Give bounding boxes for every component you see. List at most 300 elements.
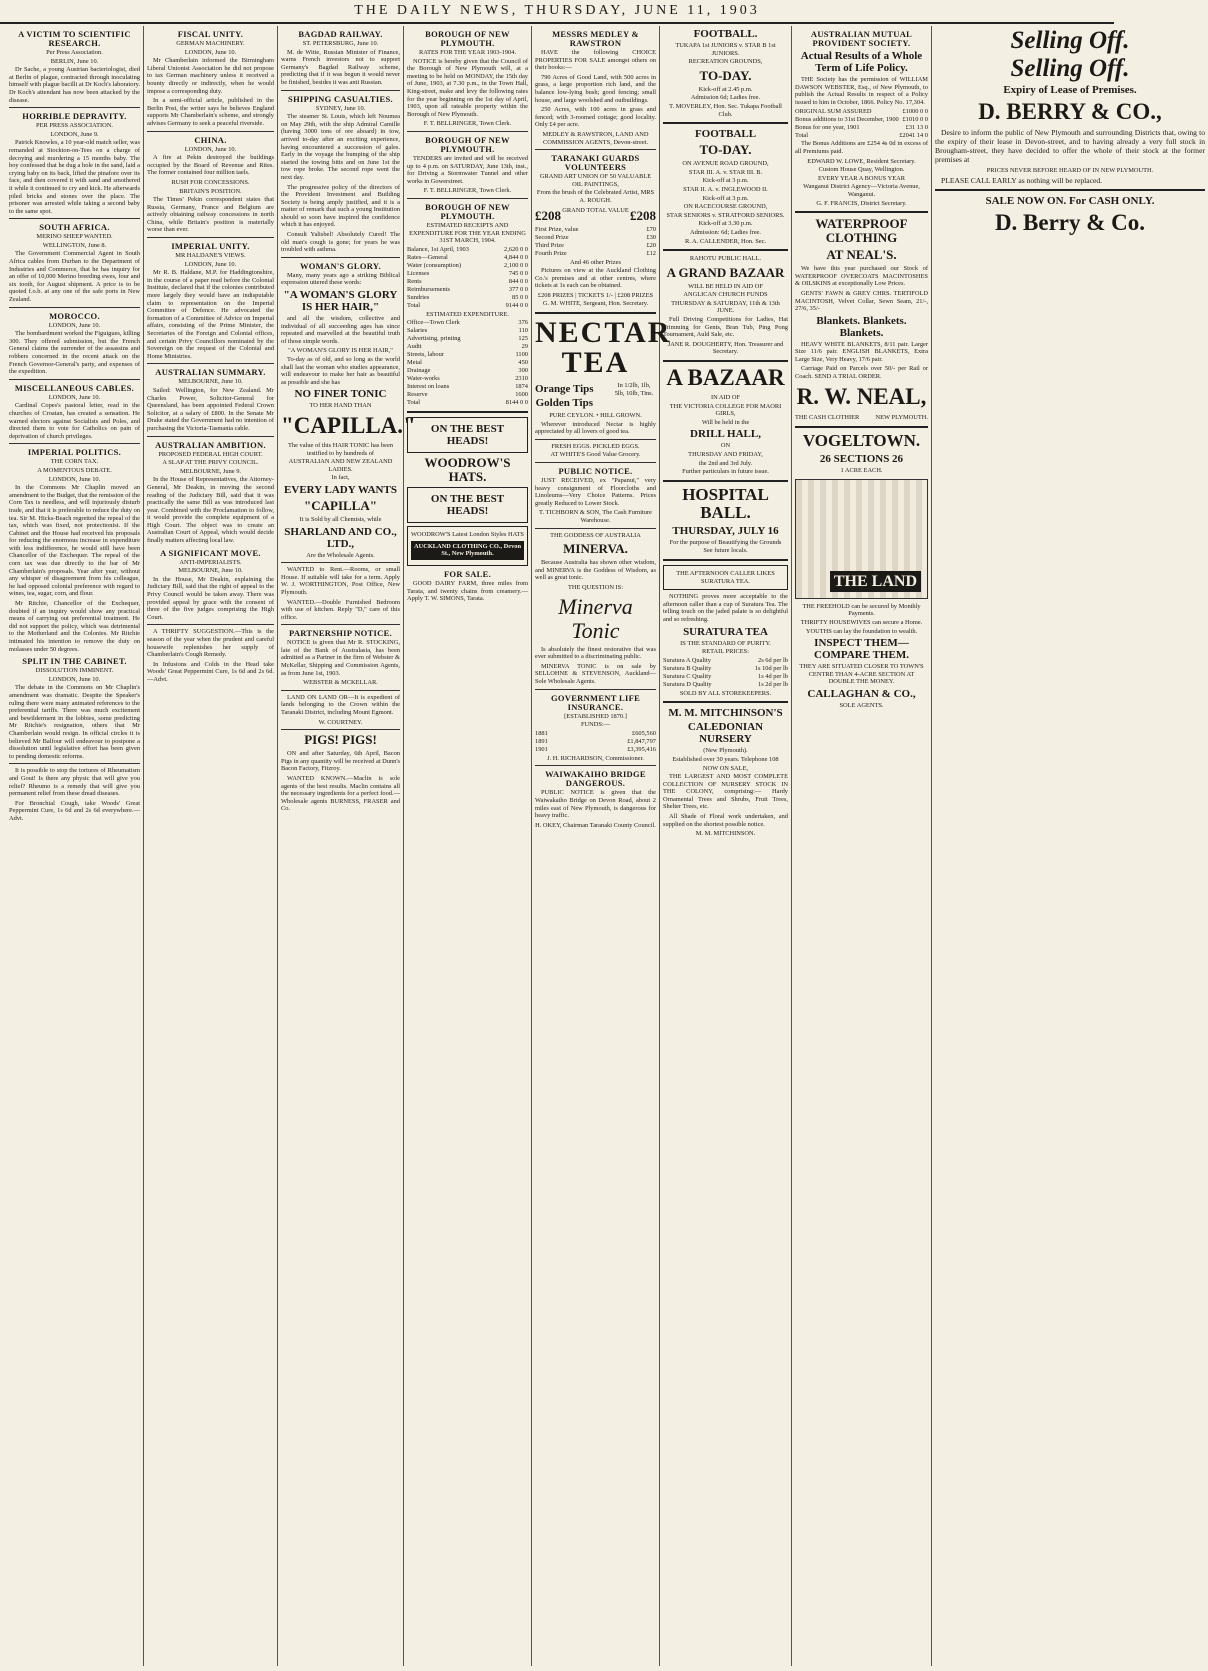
ad-text: THE VICTORIA COLLEGE FOR MAORI GIRLS, xyxy=(669,402,782,418)
headline: MOROCCO. xyxy=(49,310,100,321)
divider xyxy=(9,107,140,108)
article-text: The steamer St. Louis, which left Noumea on May 29th, with the ship Admiral Camille (having 3000 tons of ore aboard) in tow, arrived to-day after an exciting experience, having encountered a succession of gales. Early in the voyage the bumping of the ship started the towing bitts and on June 1st the tow rope broke. The second rope went the next day. xyxy=(281,113,400,181)
row-value: 1600 xyxy=(515,391,528,399)
divider xyxy=(935,189,1205,191)
article-text: In the House of Representatives, the Attorney-General, Mr Deakin, in moving the second reading of the Judiciary Bill, said that it was practically the same Bill as was introduced last year. Combined with the Proclamation to follow, it would provide the complete equipment of a High Court. The object was to create an Australian Court of Appeal, which would decide finally matters affecting local law. xyxy=(147,476,274,545)
article-text: Mr Chamberlain informed the Birmingham Liberal Unionist Association he did not propose to tax German machinery unless it received a bounty directly or indirectly, when he would impose a corresponding duty. xyxy=(147,57,274,95)
row-value: 844 0 0 xyxy=(508,277,528,285)
article-text: Sailed: Wellington, for New Zealand. Mr Charles Power, Solicitor-General for Queensland, has been appointed Federal Crown Solicitor, at a salary of £800. In the Senate Mr Drake stated the Government had no intention of purchasing the Victoria-Tasmania cable. xyxy=(147,386,274,432)
row-value: £20 xyxy=(646,241,656,249)
ad-heading: FOOTBALL xyxy=(694,128,757,141)
prize-table xyxy=(535,226,656,258)
signature: T. MOVERLEY, Hon. Sec. Tukapa Football Club. xyxy=(669,102,782,118)
row-value: £30 xyxy=(646,233,656,241)
funds-table xyxy=(535,730,656,754)
row-value: 376 xyxy=(518,319,528,327)
ad-text: Admission: 6d; Ladies free. xyxy=(690,228,761,236)
ad-text: IN AID OF xyxy=(710,394,741,402)
headline: AUSTRALIAN SUMMARY. xyxy=(155,367,266,378)
ad-text: Pictures on view at the Auckland Clothing Co.'s premises and at other centres, where tickets at 1s each can be obtained. xyxy=(535,267,656,290)
divider xyxy=(9,763,140,764)
divider xyxy=(795,426,928,428)
signature: T. TICHBORN & SON, The Cash Furniture Warehouse. xyxy=(539,509,652,524)
article-text: Patrick Knowles, a 10 year-old match seller, was remanded at Stockton-on-Tees on a charge of decoying and murdering a 15 months baby. The boy confessed that he dug a hole in the sand, laid a crying baby on its back, lifted the pinafore over its face, and then covered it with sand and smothered it while it continued to cry and kick. He afterwards piled bricks and stones over the place. The prisoner was arrested while taking a second baby to the same spot. xyxy=(9,139,140,215)
subheading: GERMAN MACHINERY. xyxy=(176,40,245,47)
ad-text: 1 ACRE EACH. xyxy=(840,467,883,475)
table-row xyxy=(407,351,528,359)
ad-box xyxy=(407,417,528,453)
ad-brand: MINERVA. xyxy=(563,541,628,557)
headline: IMPERIAL POLITICS. xyxy=(27,447,122,458)
divider xyxy=(281,729,400,730)
map-label: THE LAND xyxy=(830,571,921,592)
row-label: Office—Town Clerk xyxy=(407,319,460,327)
row-label: 1891 xyxy=(535,737,548,745)
dateline: LONDON, June 10. xyxy=(48,675,101,683)
row-value: £1000 0 0 xyxy=(902,108,928,116)
headline: A VICTIM TO SCIENTIFIC RESEARCH. xyxy=(18,29,131,48)
divider xyxy=(147,237,274,238)
ad-heading: INSPECT THEM—COMPARE THEM. xyxy=(814,637,909,662)
advertisement-text: In Infusions and Colds in the Head take Woods' Great Peppermint Cure, 1s 6d and 2s 6d.—Advt. xyxy=(147,660,274,683)
ad-text: Desire to inform the public of New Plymouth and surrounding Districts that, owing to the expiry of their lease in Devon-street, and to having already a very full stock in Brougham-street, they have decided to offer the whole of their stock at the former premises at xyxy=(935,128,1205,164)
ad-brand: D. BERRY & CO., xyxy=(978,99,1162,124)
article-text: and all the wisdom, collective and individual of all succeeding ages has since repeated and marvelled at the beautiful truth of those simple words. xyxy=(281,315,400,345)
ad-text: FUNDS:— xyxy=(580,721,611,729)
article-text: A fire at Pekin destroyed the buildings occupied by the Board of Revenue and Rites. The former contained four million taels. xyxy=(147,154,274,177)
ad-text: SOLE AGENTS. xyxy=(839,702,884,709)
row-label: Rents xyxy=(407,277,422,285)
quote: "A WOMAN'S GLORY IS HER HAIR," xyxy=(283,289,398,314)
headline: MESSRS MEDLEY & RAWSTRON xyxy=(552,29,639,48)
article-text: In the Commons Mr Chaplin moved an amendment to the Budget, that the remission of the Corn Tax is needless, and will injuriously disturb trade, and that it is preferable to reduce the duty on tea. Sir M. Hicks-Beach regretted the repeal of the tax, which was fixed, not protectionist. If the Cabinet and the House had received his proposals for reducing the enormous increase in expenditure with less indifference, he would still have been Chancellor of the Exchequer. The repeal of the corn tax was due directly to the bar of Mr Chamberlain's proposals. Year after year, without any whisper of disagreement from his colleague, he had opposed colonial preference with regard to wines, tea, sugar, corn, and flour. xyxy=(9,484,140,598)
table-row xyxy=(407,246,528,254)
ad-heading: Selling Off. xyxy=(1010,27,1130,54)
ad-text: Admission 6d; Ladies free. xyxy=(690,94,761,102)
divider xyxy=(407,198,528,199)
row-value: 1s 10d per lb xyxy=(754,664,788,672)
ad-text: NEW PLYMOUTH. xyxy=(875,413,928,421)
row-label: Reserve xyxy=(407,391,428,399)
article-text: The progressive policy of the directors of the Provident Investment and Building Society is being amply justified, and it is a matter of remark that such a young Institution should so soon have inspired the confidence which it has enjoyed. xyxy=(281,183,400,229)
table-row xyxy=(407,278,528,286)
land-map xyxy=(795,479,928,599)
article-text: Dr Sache, a young Austrian bacteriologist, died at Berlin of plague, contracted through inoculating himself with plague bacilli at Dr Koch's laboratory. Dr Koch's attendant has now been attacked by the disease. xyxy=(9,66,140,104)
signature: W. COURTNEY. xyxy=(318,718,363,726)
ad-text: Wherever introduced Nectar is highly appreciated by all lovers of good tea. xyxy=(535,420,656,436)
ad-text: The value of this HAIR TONIC has been testified to by hundreds of xyxy=(287,441,393,457)
nectar-logo: NECTAR TEA xyxy=(535,316,672,380)
ad-subheading: SALE NOW ON. For CASH ONLY. xyxy=(985,195,1155,207)
signature: MEDLEY & RAWSTRON, LAND AND COMMISSION AGENTS, Devon-street. xyxy=(542,130,649,146)
ad-heading: ON THE BEST HEADS! xyxy=(430,423,505,448)
ad-text: STAR II. A. v. INGLEWOOD II. xyxy=(683,185,768,193)
ad-heading: FRESH EGGS. PICKLED EGGS. xyxy=(551,442,640,450)
ad-text: SOLD BY ALL STOREKEEPERS. xyxy=(679,689,772,697)
ad-text: Because Australia has shown other wisdom, and MINERVA is the Goddess of Wisdom, as well as great tonic. xyxy=(535,559,656,582)
ad-text: GENTS' FAWN & GREY CHRS. TERTIFOLD MACINTOSH, Velvet Collar, Sewn Seam, 21/-, 27/6, 35/- xyxy=(795,289,928,313)
ad-heading: TO-DAY. xyxy=(699,67,752,83)
table-row xyxy=(663,681,788,689)
tips-names xyxy=(535,381,594,411)
source: PER PRESS ASSOCIATION. xyxy=(36,122,113,130)
row-label: Total xyxy=(795,132,809,140)
dateline: LONDON, June 10. xyxy=(184,48,237,56)
divider xyxy=(407,411,528,413)
row-label: Suratura B Quality xyxy=(663,664,712,672)
table-row xyxy=(407,270,528,278)
ad-text: THE CASH CLOTHIER xyxy=(795,413,860,421)
row-value: 745 0 0 xyxy=(508,269,528,277)
divider xyxy=(663,559,788,561)
ad-text: ANGLICAN CHURCH FUNDS xyxy=(683,291,768,299)
subheading: THE CORN TAX. xyxy=(50,458,99,466)
headline: BAGDAD RAILWAY. xyxy=(298,29,383,39)
table-row xyxy=(407,262,528,270)
classified: WANTED to Rent.—Rooms, or small House. If suitable will take for a term. Apply W. J. WORTHINGTON, Post Office, New Plymouth. xyxy=(281,566,400,596)
ad-text: HEAVY WHITE BLANKETS, 8/11 pair. Larger Size 11/6 pair. ENGLISH BLANKETS, Extra Large Size, Very Heavy, 17/6 pair. xyxy=(795,340,928,363)
headline: BOROUGH OF NEW PLYMOUTH. xyxy=(425,29,510,48)
row-label: Licenses xyxy=(407,269,430,277)
table-row xyxy=(407,391,528,399)
ad-text: Is absolutely the finest restorative that was ever submitted to a discriminating public. xyxy=(535,645,656,661)
ad-text: Carriage Paid on Parcels over 50/- per Rail or Coach. SEND A TRIAL ORDER. xyxy=(795,365,928,381)
signature: F. T. BELLRINGER, Town Clerk. xyxy=(423,187,512,195)
ad-text: MINERVA TONIC is on sale by SELLOHNE & STEVENSON, Auckland—Sole Wholesale Agents. xyxy=(535,662,656,685)
table-row xyxy=(535,250,656,258)
article-text: Mr Ritchie, Chancellor of the Exchequer, doubted if an inquiry would show any practical means of carrying out preferential treatment. He did not support the policy, which was detrimental to the Motherland and the Colonies. Mr Ritchie intimated his intention to remove the duty on molasses under 50 degrees. xyxy=(9,600,140,653)
ad-heading: 26 SECTIONS 26 xyxy=(819,453,904,466)
table-row xyxy=(407,319,528,327)
ad-subheading: Actual Results of a Whole Term of Life Policy. xyxy=(800,50,923,74)
row-label: 1901 xyxy=(535,745,548,753)
ad-agent: SHARLAND AND CO., LTD., xyxy=(284,525,397,550)
headline: AUSTRALIAN AMBITION. xyxy=(155,439,266,450)
headline: MISCELLANEOUS CABLES. xyxy=(14,382,135,393)
ad-heading: FOOTBALL. xyxy=(693,28,758,40)
divider xyxy=(9,443,140,444)
row-label: Suratura C Quality xyxy=(663,672,712,680)
subheading: DISSOLUTION IMMINENT. xyxy=(35,667,114,675)
ad-text: Kick-off at 3.30 p.m. xyxy=(698,220,753,228)
ad-agent: CALLAGHAN & CO., xyxy=(807,688,916,700)
table-row xyxy=(795,132,928,140)
divider xyxy=(795,211,928,213)
row-label: 1881 xyxy=(535,729,548,737)
dateline: SYDNEY, June 10. xyxy=(315,104,366,112)
column-2 xyxy=(144,26,278,1666)
article-text: Mr R. B. Haldane, M.P. for Haddingtonshire, in the course of a paper read before the Colonial Institute, declared that if the colonies contributed more largely they would have an indisputable claim to representation on the Imperial Committee of Defence. He advocated the formation of a Committee of Advice on Imperial affairs, consisting of the Prime Minister, the Secretaries of the Foreign and Colonial offices, and certain Privy Councillors nominated by the Sovereign on the request of the Colonial and Home Ministries. xyxy=(147,269,274,360)
prize-label: GRAND TOTAL VALUE xyxy=(562,206,629,214)
row-value: £70 xyxy=(646,225,656,233)
row-value: 1874 xyxy=(515,383,528,391)
table-row xyxy=(663,673,788,681)
ad-text: ON xyxy=(720,442,731,450)
ad-heading: NO FINER TONIC xyxy=(294,388,387,401)
column-4 xyxy=(404,26,532,1666)
dateline: MELBOURNE, June 9. xyxy=(179,467,242,475)
row-label: ORIGINAL SUM ASSURED xyxy=(795,108,872,116)
subheading: A MOMENTOUS DEBATE. xyxy=(37,466,112,474)
divider xyxy=(281,562,400,563)
ad-heading: CALEDONIAN NURSERY xyxy=(687,721,764,746)
ad-text: From the brush of the Celebrated Artist, MRS A. ROUGH. xyxy=(536,189,655,204)
column-8 xyxy=(932,26,1208,1666)
article-text: M. de Witte, Russian Minister of Finance, warns French investors not to support Germany's Bagdad Railway scheme, predicting that if it was begun it would never be finished, besides it was anti Russian. xyxy=(281,48,400,86)
table-row xyxy=(407,367,528,375)
ad-text: WILL BE HELD IN AID OF xyxy=(688,282,763,290)
table-row xyxy=(795,108,928,116)
minerva-tonic-logo: Minerva Tonic xyxy=(558,593,633,643)
ad-text: THEY ARE SITUATED CLOSER TO TOWN'S CENTRE THAN 4-ACRE SECTION AT DOUBLE THE MONEY. xyxy=(799,663,924,686)
row-label: First Prize, value xyxy=(535,225,579,233)
classified: WANTED.—Double Furnished Bedroom with use of kitchen. Reply "D," care of this office. xyxy=(281,598,400,621)
row-value: £3,395,416 xyxy=(627,745,656,753)
row-value: 300 xyxy=(518,367,528,375)
table-row xyxy=(535,242,656,250)
divider xyxy=(663,122,788,124)
masthead: THE DAILY NEWS, THURSDAY, JUNE 11, 1903 xyxy=(0,0,1114,24)
divider xyxy=(281,257,400,258)
signature: J. H. RICHARDSON, Commissioner. xyxy=(547,754,644,762)
article-text: To-day as of old, and so long as the world shall last the woman who studies appearance, will endeavour to make her hair as beautiful as possible and she has xyxy=(281,356,400,386)
ad-text: See future locals. xyxy=(703,547,748,555)
expenditure-table xyxy=(407,319,528,407)
ad-brand: D. Berry & Co. xyxy=(994,210,1146,235)
ad-text: £208 PRIZES | TICKETS 1/- | £208 PRIZES xyxy=(537,291,654,299)
article-text: The Government Commercial Agent in South Africa cables from Durban to the Department of Industries and Commerce, that he has inquiry for an offer of 10,000 Merino breeding ewes, four and six tooth, for August shipment. A price is to be quoted f.o.b. at any one of the safe ports in New Zealand. xyxy=(9,250,140,304)
ad-text: [ESTABLISHED 1870.] xyxy=(564,712,627,720)
ad-heading: TO-DAY. xyxy=(699,142,752,158)
ad-text: AUSTRALIAN AND NEW ZEALAND LADIES. xyxy=(288,458,393,473)
row-label: Total xyxy=(407,399,421,407)
article-text: The bombardment worked the Figuigues, killing 300. They offered submission, but the French General claims the surrender of the assassins and robbers concerned in the recent attack on the French Governor-General's party, and expenses of the expedition. xyxy=(9,330,140,376)
article-text: Consult Yalisbel! Absolutely Cured! The old man's cough is gone; for years he was troubled with asthma. xyxy=(281,231,400,254)
ad-subheading: PURE CEYLON. • HILL GROWN. xyxy=(549,412,642,420)
row-value: 110 xyxy=(518,327,528,335)
ad-heading: WATERPROOF CLOTHING xyxy=(815,216,908,246)
row-label: Suratura D Quality xyxy=(663,680,712,688)
ad-subheading: THURSDAY, JULY 16 xyxy=(672,524,779,537)
table-row xyxy=(795,124,928,132)
notice-text: LAND ON LAND OR—It is expedient of lands belonging to the Crown within the Taranaki District, including Mount Egmont. xyxy=(281,693,400,717)
advertisement-text: A THRIFTY SUGGESTION.—This is the season of the year when the prudent and careful housewife replenishes her supply of Chamberlain's Cough Remedy. xyxy=(147,628,274,659)
ad-subheading: RAHOTU PUBLIC HALL. xyxy=(689,255,762,263)
divider xyxy=(535,312,656,314)
column-7 xyxy=(792,26,932,1666)
divider xyxy=(281,690,400,691)
ad-heading: DRILL HALL, xyxy=(690,428,761,441)
headline: FISCAL UNITY. xyxy=(177,29,244,39)
row-value: £1010 0 0 xyxy=(902,116,928,124)
prize-value: £208 xyxy=(535,207,561,223)
ad-text: Kick-off at 2.45 p.m. xyxy=(698,85,753,93)
row-value: £605,560 xyxy=(632,729,656,737)
row-value: 4,844 0 0 xyxy=(504,253,528,261)
notice-text: JUST RECEIVED, ex "Papanui," very heavy consignment of Floorcloths and Linoleums—Very Choice Patterns. Prices greatly Reduced to Lower Stock. xyxy=(535,477,656,507)
ad-box xyxy=(663,565,788,590)
advertisement-text: It is possible to stop the tortures of Rheumatism and Gout! Is there any physic that will give you relief? Rheumo is a remedy that will give you permanent relief from these dread diseases. xyxy=(9,767,140,798)
divider xyxy=(663,701,788,703)
ad-text: STAR III. A. v. STAR III. B. xyxy=(688,168,763,176)
article-text: In the House, Mr Deakin, explaining the Judiciary Bill, said that the right of appeal to the Privy Council would be taken away. There was provided appeal by grace with the consent of three of the five judges comprising the High Court. xyxy=(147,575,274,621)
ad-text: For the purpose of Beautifying the Grounds xyxy=(669,538,782,546)
ad-subheading: EVERY YEAR A BONUS YEAR xyxy=(818,174,905,182)
signature: EDWARD W. LOWE, Resident Secretary. xyxy=(807,157,916,165)
ad-text: THURSDAY AND FRIDAY, xyxy=(688,451,763,458)
ad-text: Full Driving Competitions for Ladies, Hat Trimming for Gents, Bran Tub, Ping Pong Tournament, Auld Sale, etc. xyxy=(663,316,788,339)
row-label: Rates—General xyxy=(407,253,448,261)
ad-heading: AT NEAL'S. xyxy=(826,247,897,263)
table-row xyxy=(663,665,788,673)
table-row xyxy=(407,375,528,383)
ad-text: THE Society has the permission of WILLIAM DAWSON WEBSTER, Esq., of New Plymouth, to publish the Actual Results in respect of a Policy issued to him in October, 1866. Policy No. 17,304. xyxy=(795,76,928,106)
subheading: PROPOSED FEDERAL HIGH COURT. xyxy=(158,450,263,458)
prize-value: £208 xyxy=(630,207,656,223)
notice-text: NOTICE is given that Mr R. STOCKING, late of the Bank of Australasia, has been admitted as a Partner in the firm of Webster & McKellar, Shipping and Commission Agents, as from June 1st, 1903. xyxy=(281,639,400,677)
divider xyxy=(535,765,656,766)
signature: JANE R. DOUGHERTY, Hon. Treasurer and Secretary. xyxy=(667,340,784,356)
dateline: MELBOURNE, June 10. xyxy=(178,567,243,575)
ad-text: THE LARGEST AND MOST COMPLETE COLLECTION OF NURSERY STOCK IN THE COLONY, comprising:— Hardy Ornamental Trees and Shrubs, Fruit Trees, Shelter Trees, etc. xyxy=(663,773,788,811)
ad-text: THE FREEHOLD can be secured by Monthly Payments. xyxy=(802,602,921,618)
classified: WANTED KNOWN.—Maclin is sole agents of the best results. Maclin contains all the necessary ingredients for a perfect food.—Wholesale agents BURNESS, FRASER and Co. xyxy=(281,775,400,813)
tips-name: Golden Tips xyxy=(535,397,593,410)
row-value: 1100 xyxy=(515,351,528,359)
row-label: Salaries xyxy=(407,327,428,335)
divider xyxy=(147,131,274,132)
divider xyxy=(663,360,788,362)
table-row xyxy=(407,286,528,294)
neal-footer xyxy=(795,413,928,423)
ad-subheading: THE GODDESS OF AUSTRALIA xyxy=(550,531,641,539)
ad-heading: VOGELTOWN. xyxy=(802,431,921,451)
row-value: 29 xyxy=(521,343,528,351)
ad-subheading: TO HER HAND THAN xyxy=(309,402,372,410)
headline: A SIGNIFICANT MOVE. xyxy=(160,547,261,558)
row-value: £1,847,797 xyxy=(627,737,656,745)
article-text: In a semi-official article, published in the Berlin Post, the writer says he believes England supports Mr Chamberlain's scheme, and strongly advises Germany to seek a peaceful riverside. xyxy=(147,97,274,127)
column-6 xyxy=(660,26,792,1666)
ad-heading: ON THE BEST HEADS! xyxy=(430,493,505,518)
notice-text: NOTICE is hereby given that the Council of the Borough of New Plymouth will, at a meeting to be held on MONDAY, the 15th day of June, 1903, at 7.30 p.m., in the Town Hall, King-street, make and levy the following rates for the year beginning on the 1st day of April, 1903, upon all rateable property within the Borough of New Plymouth. xyxy=(407,57,528,118)
article-text: The Times' Pekin correspondent states that Russia, Germany, France and Belgium are actively obtaining railway concessions in north China, while Britain's position is materially worse than ever. xyxy=(147,196,274,234)
row-label: Interest on loans xyxy=(407,383,450,391)
ad-text: 250 Acres, with 100 acres in grass and fenced; with 3-roomed cottage; good locality. Only £4 per acre. xyxy=(535,106,656,129)
row-label: Total xyxy=(407,301,421,309)
source: Per Press Association. xyxy=(46,49,103,56)
ad-heading: A GRAND BAZAAR xyxy=(666,264,785,280)
row-value: 1s 4d per lb xyxy=(758,672,788,680)
ad-text: NOTHING proves more acceptable to the afternoon caller than a cup of Suratura Tea. The telling touch on the jaded palate is so delightful and so refreshing. xyxy=(663,593,788,623)
headline: PARTNERSHIP NOTICE. xyxy=(288,628,392,639)
divider xyxy=(535,689,656,690)
divider xyxy=(281,90,400,91)
signature: R. A. CALLENDER, Hon. Sec. xyxy=(684,237,767,245)
quote: "A WOMAN'S GLORY IS HER HAIR," xyxy=(288,347,393,355)
headline: SOUTH AFRICA. xyxy=(39,222,110,233)
advertisement-text: For Bronchial Cough, take Woods' Great Peppermint Cure, 1s 6d and 2s 6d everywhere.—Advt. xyxy=(9,799,140,822)
article-text: The debate in the Commons on Mr Chaplin's amendment was dramatic. Despite the Speaker's ruling there were many animated references to the preferential tariffs. There was much excitement and bewilderment in the lobbies, some predicting Mr Ritchie's resignation, others that Mr Chamberlain would resign. In official circles it is believed Mr Balfour will endeavour to postpone a dissolution until legislative effort has been given to pending domestic reforms. xyxy=(9,684,140,760)
row-value: £31 13 0 xyxy=(905,124,928,132)
headline: CHINA. xyxy=(194,134,227,145)
row-value: 2,620 0 0 xyxy=(504,245,528,253)
table-row xyxy=(663,657,788,665)
row-value: 9144 0 0 xyxy=(505,301,528,309)
divider xyxy=(9,379,140,380)
ad-text: PLEASE CALL EARLY as nothing will be replaced. xyxy=(941,176,1103,185)
ad-agent: AUCKLAND CLOTHING CO., Devon St., New Plymouth. xyxy=(411,541,524,560)
dateline: LONDON, June 10. xyxy=(48,321,101,329)
table-row xyxy=(407,399,528,407)
ad-brand: "CAPILLA." xyxy=(281,412,416,438)
row-label: Reimbursements xyxy=(407,285,450,293)
subheading: RATES FOR THE YEAR 1903-1904. xyxy=(418,49,517,56)
ad-heading: M. M. MITCHINSON'S xyxy=(668,707,783,720)
table-row xyxy=(407,327,528,335)
divider xyxy=(9,307,140,308)
divider xyxy=(407,131,528,132)
ad-box xyxy=(407,487,528,523)
divider xyxy=(535,149,656,150)
receipts-table xyxy=(407,246,528,310)
ad-brand: R. W. NEAL, xyxy=(796,383,927,409)
row-value: 2s 6d per lb xyxy=(758,656,788,664)
dateline: BERLIN, June 10. xyxy=(50,57,99,65)
ad-heading: THE AFTERNOON CALLER LIKES SURATURA TEA. xyxy=(676,569,775,585)
ad-subheading: Expiry of Lease of Premises. xyxy=(1003,84,1137,96)
row-value: 450 xyxy=(518,359,528,367)
column-5 xyxy=(532,26,672,1666)
row-value: £2041 14 0 xyxy=(899,132,928,140)
notice-text: PUBLIC NOTICE is given that the Waiwakaiho Bridge on Devon Road, about 2 miles east of New Plymouth, is dangerous for heavy traffic. xyxy=(535,789,656,820)
ad-text: WOODROW'S Latest London Styles HATS xyxy=(411,531,524,539)
dateline: LONDON, June 10. xyxy=(48,393,101,401)
headline: TARANAKI GUARDS VOLUNTEERS xyxy=(551,153,640,173)
ad-text: Established over 30 years. Telephone 108 xyxy=(672,755,779,763)
dateline: LONDON, June 10. xyxy=(48,475,101,483)
table-row xyxy=(407,343,528,351)
ad-text: G. F. FRANCIS, District Secretary. xyxy=(816,199,907,207)
ad-text: AT WHITE'S Good Value Grocery. xyxy=(550,451,641,459)
ad-text: Wanganui District Agency—Victoria Avenue, Wanganui. xyxy=(803,183,920,198)
row-label: Metal xyxy=(407,359,422,367)
dateline: LONDON, June 10. xyxy=(184,260,237,268)
ad-text: THRIFTY HOUSEWIVES can secure a Home. xyxy=(800,619,923,627)
tips-sizes: In 1/2lb, 1lb, 5lb, 10lb, Tins. xyxy=(614,382,654,397)
table-row xyxy=(535,738,656,746)
signature: F. T. BELLRINGER, Town Clerk. xyxy=(423,120,512,128)
ad-text: ON AVENUE ROAD GROUND, xyxy=(682,160,769,168)
signature: Custom House Quay, Wellington. xyxy=(818,166,905,174)
divider xyxy=(663,249,788,251)
signature: G. M. WHITE, Sergeant, Hon. Secretary. xyxy=(542,300,649,308)
row-label: Fourth Prize xyxy=(535,249,567,257)
prize-banner xyxy=(535,206,656,226)
table-row xyxy=(535,730,656,738)
divider xyxy=(535,462,656,463)
price-table xyxy=(663,657,788,689)
row-label: Water (consumption) xyxy=(407,261,461,269)
dateline: LONDON, June 9. xyxy=(50,130,99,138)
policy-table xyxy=(795,108,928,140)
subheading: MR HALDANE'S VIEWS. xyxy=(175,252,246,260)
subheading: A SLAP AT THE PRIVY COUNCIL. xyxy=(162,459,259,467)
divider xyxy=(9,218,140,219)
divider xyxy=(535,528,656,529)
subheading: ESTIMATED EXPENDITURE. xyxy=(426,310,509,318)
ad-heading: EVERY LADY WANTS xyxy=(284,483,397,496)
